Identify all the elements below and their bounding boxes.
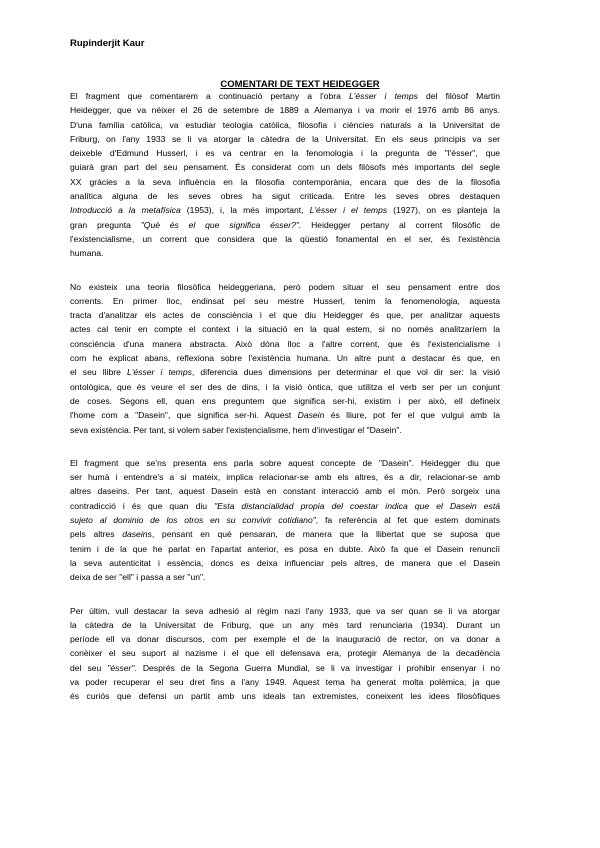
text-segment: actes cal tenir en compte el context i la situació en la qual estem, si no només analitzaríem la <box>70 324 500 335</box>
text-line <box>70 513 500 527</box>
text-line <box>70 246 500 260</box>
text-segment: deixeble d'Edmund Husserl, i es va centrar en la fenomologia i la pregunta de "l'ésser", que <box>70 148 500 159</box>
text-line <box>70 689 500 703</box>
paragraph <box>70 89 500 261</box>
text-line <box>70 103 500 117</box>
text-line <box>70 218 500 232</box>
italic-text: "Esta distancialidad propia del coestar indica que el Dasein está <box>214 500 500 511</box>
text-segment: contradicció i és que quan diu <box>70 500 215 511</box>
paragraph <box>70 456 500 585</box>
text-line <box>70 470 500 484</box>
text-segment: , pensant en què pensaran, de manera que la llibertat que se suposa que <box>151 529 500 540</box>
italic-text: L'ésser i temps <box>348 91 418 101</box>
text-line <box>70 294 500 308</box>
text-line <box>70 618 500 632</box>
text-segment: tracta d'analitzar els actes de consciència i el que diu Heidegger és que, per analitzar aquests <box>70 310 500 321</box>
text-line <box>70 337 500 351</box>
text-line <box>70 542 500 556</box>
text-segment: l'existencialisme, un corrent que considera que la qüestió fonamental en el ser, és l'existència <box>70 233 500 244</box>
text-line <box>70 365 500 379</box>
text-segment: , diferencia dues dimensions per determinar el que vol dir ser: la visió <box>191 367 501 378</box>
text-line <box>70 380 500 394</box>
text-segment: analítica alguna de les seves obres ha sigut criticada. Entre les seves obres destaquen <box>70 191 500 202</box>
text-segment: pels altres <box>70 529 123 540</box>
italic-text: sujeto al dominio de los otros en su convivir cotidiano" <box>70 515 316 526</box>
text-line <box>70 189 500 203</box>
text-line <box>70 484 500 498</box>
text-line <box>70 394 500 408</box>
text-segment: . Després de la Segona Guerra Mundial, se li va investigar i prohibir ensenyar i no <box>134 662 500 673</box>
text-segment: l'home com a "Dasein", que significa ser-hi. Aquest <box>70 410 298 421</box>
text-line <box>70 499 500 513</box>
text-line <box>70 570 500 584</box>
text-line <box>70 661 500 675</box>
text-segment: guiarà gran part del seu pensament. És considerat com un dels filòsofs més importants del segle <box>70 162 500 173</box>
italic-text: L'ésser i el temps <box>309 205 388 216</box>
text-segment: Per últim, vull destacar la seva adhesió al règim nazi l'any 1933, que va ser quan se li va atorgar <box>70 605 500 616</box>
text-segment: El fragment que comentarem a continuació pertany a l'obra <box>70 91 349 101</box>
text-line <box>70 604 500 618</box>
text-segment: Friburg, on l'any 1933 se li va atorgar la càtedra de la Universitat. En els seus principis va ser <box>70 133 500 144</box>
text-segment: Heidegger pertany al corrent filosòfic de <box>301 219 500 230</box>
document-body <box>70 89 500 723</box>
text-line <box>70 308 500 322</box>
text-line <box>70 646 500 660</box>
text-segment: gran pregunta <box>70 219 141 230</box>
text-segment: No existeix una teoria filosòfica heideggeriana, però podem situar el seu pensament entre dos <box>70 281 500 292</box>
text-segment: com he explicat abans, reflexiona sobre l'existència humana. Un altre punt a destacar és que, en <box>70 353 500 364</box>
text-line <box>70 160 500 174</box>
text-segment: és curiós que defensi un partit amb uns ideals tan extremistes, coneixent les idees filosòfiques <box>70 691 500 702</box>
paragraph <box>70 604 500 704</box>
text-segment: ser humà i entendre's a si mateix, implica relacionar-se amb els altres, és a dir, relacionar-se amb <box>70 472 500 483</box>
text-line <box>70 351 500 365</box>
text-segment: va poder recuperar el seu dret fins a l'any 1949. Aquest tema ha generat molta polèmica, ja que <box>70 676 500 687</box>
text-segment: D'una família catòlica, va estudiar teologia catòlica, filosofia i ciències naturals a la Universitat de <box>70 119 500 130</box>
text-line <box>70 423 500 437</box>
text-segment: de coses. Segons ell, quan ens preguntem que significa ser-hi, existim i per això, ell defineix <box>70 395 500 406</box>
text-segment: seva existència. Per tant, si volem saber l'existencialisme, hem d'investigar el "Dasein". <box>70 424 402 435</box>
document-title: COMENTARI DE TEXT HEIDEGGER <box>220 79 380 90</box>
text-line <box>70 146 500 160</box>
text-line <box>70 175 500 189</box>
italic-text: Dasein <box>297 410 325 421</box>
text-line <box>70 556 500 570</box>
italic-text: "Què és el que significa ésser?". <box>140 219 302 230</box>
text-segment: període ell va donar discursos, com per exemple el de la inauguració de rector, on va donar a <box>70 634 500 645</box>
text-segment: (1953), i, la més important, <box>180 205 310 216</box>
text-segment: la seva autenticitat i essència, doncs es deixa influenciar pels altres, de manera que el Dasein <box>70 557 500 568</box>
text-segment: Heidegger, que va néixer el 26 de setembre de 1889 a Alemanya i va morir el 1976 amb 86 anys. <box>70 105 500 116</box>
text-line <box>70 675 500 689</box>
text-segment: és lliure, pot fer el que vulgui amb la <box>324 410 500 421</box>
text-line <box>70 632 500 646</box>
text-segment: (1927), on es planteja la <box>387 205 500 216</box>
text-line <box>70 322 500 336</box>
text-line <box>70 527 500 541</box>
paragraph <box>70 280 500 437</box>
text-segment: XX gràcies a la seva influència en la filosofia contemporània, encara que des de la filosofia <box>70 176 500 187</box>
text-segment: ontològica, que és veure el ser des de dins, i la visió òntica, que utilitza el verb ser per un conjunt <box>70 381 500 392</box>
text-segment: consciència d'una manera abstracta. Això dóna lloc a l'altre corrent, que és l'existencialisme i <box>70 338 500 349</box>
text-segment: del filòsof Martin <box>417 91 500 101</box>
text-segment: conèixer el seu suport al nazisme i el que ell defensava era, protegir Alemanya de la decadència <box>70 648 500 659</box>
text-segment: tenim i de la que he parlat en l'apartat anterior, es posa en dubte. Això fa que el Dasein renunciï <box>70 543 500 554</box>
text-segment: altres daseins. Per tant, aquest Dasein està en constant interacció amb el món. Però sorgeix una <box>70 486 500 497</box>
italic-text: L'ésser i temps <box>126 367 192 378</box>
text-segment: el seu llibre <box>70 367 127 378</box>
text-segment: corrents. En primer lloc, endinsat pel seu mestre Husserl, tenim la fenomenologia, aquesta <box>70 295 500 306</box>
text-line <box>70 456 500 470</box>
text-line <box>70 232 500 246</box>
text-segment: deixa de ser "ell" i passa a ser "un". <box>70 572 206 583</box>
italic-text: "ésser" <box>107 662 135 673</box>
italic-text: Introducció a la metafísica <box>70 205 181 216</box>
italic-text: daseins <box>122 529 152 540</box>
text-segment: del seu <box>70 662 108 673</box>
text-segment: , fa referència al fet que estem dominats <box>315 515 500 526</box>
text-line <box>70 408 500 422</box>
text-segment: El fragment que se'ns presenta ens parla sobre aquest concepte de "Dasein". Heidegger diu que <box>70 457 500 468</box>
text-line <box>70 89 500 103</box>
text-line <box>70 203 500 217</box>
text-line <box>70 132 500 146</box>
author-name: Rupinderjit Kaur <box>70 38 145 49</box>
text-line <box>70 280 500 294</box>
text-segment: humana. <box>70 248 104 259</box>
text-line <box>70 118 500 132</box>
text-segment: la càtedra de la Universitat de Friburg, que un any més tard renunciaria (1934). Durant un <box>70 619 500 630</box>
